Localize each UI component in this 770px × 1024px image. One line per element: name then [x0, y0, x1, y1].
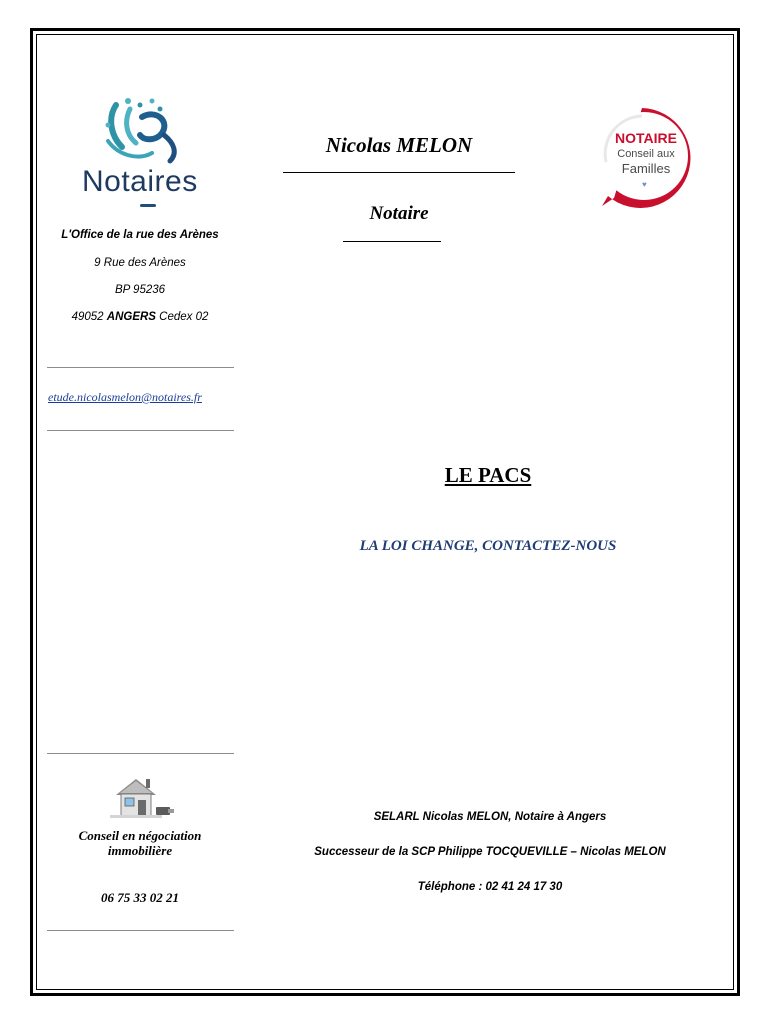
left-divider	[47, 930, 234, 931]
conseil-line1: Conseil en négociation	[78, 828, 202, 843]
notaires-logo	[78, 95, 218, 213]
office-city: ANGERS	[106, 311, 156, 323]
footer-phone: Téléphone : 02 41 24 17 30	[417, 881, 563, 893]
office-postcode: 49052	[71, 311, 104, 323]
office-bp: BP 95236	[114, 284, 166, 296]
notaires-emblem-icon	[78, 95, 218, 167]
badge-line2: Conseil aux	[617, 148, 675, 160]
logo-underline	[140, 204, 156, 207]
left-divider	[47, 430, 234, 431]
notaires-logo-word: Notaires	[82, 165, 198, 198]
main-heading: LE PACS	[444, 463, 532, 487]
badge-line1: NOTAIRE	[615, 130, 677, 146]
family-icon: ♥	[642, 180, 647, 189]
main-subheading: LA LOI CHANGE, CONTACTEZ-NOUS	[359, 538, 617, 554]
footer-line1: SELARL Nicolas MELON, Notaire à Angers	[373, 811, 607, 823]
title-rule	[343, 241, 441, 242]
notaire-conseil-familles-badge	[586, 102, 698, 214]
office-street: 9 Rue des Arènes	[94, 257, 186, 269]
left-divider	[47, 753, 234, 754]
house-usb-icon	[110, 773, 176, 821]
office-city-line	[40, 311, 240, 323]
name-rule	[283, 172, 515, 173]
sidebar-phone: 06 75 33 02 21	[101, 890, 179, 905]
email-link[interactable]: etude.nicolasmelon@notaires.fr	[48, 390, 202, 404]
left-divider	[47, 367, 234, 368]
notary-name: Nicolas MELON	[325, 133, 473, 157]
conseil-label	[40, 828, 240, 858]
footer-line2: Successeur de la SCP Philippe TOCQUEVILLE – Nicolas MELON	[314, 846, 666, 858]
conseil-line2: immobilière	[107, 843, 173, 858]
notary-title: Notaire	[369, 203, 429, 224]
office-name: L'Office de la rue des Arènes	[61, 229, 219, 241]
badge-line3: Familles	[621, 161, 671, 176]
office-cedex: Cedex 02	[159, 311, 209, 323]
